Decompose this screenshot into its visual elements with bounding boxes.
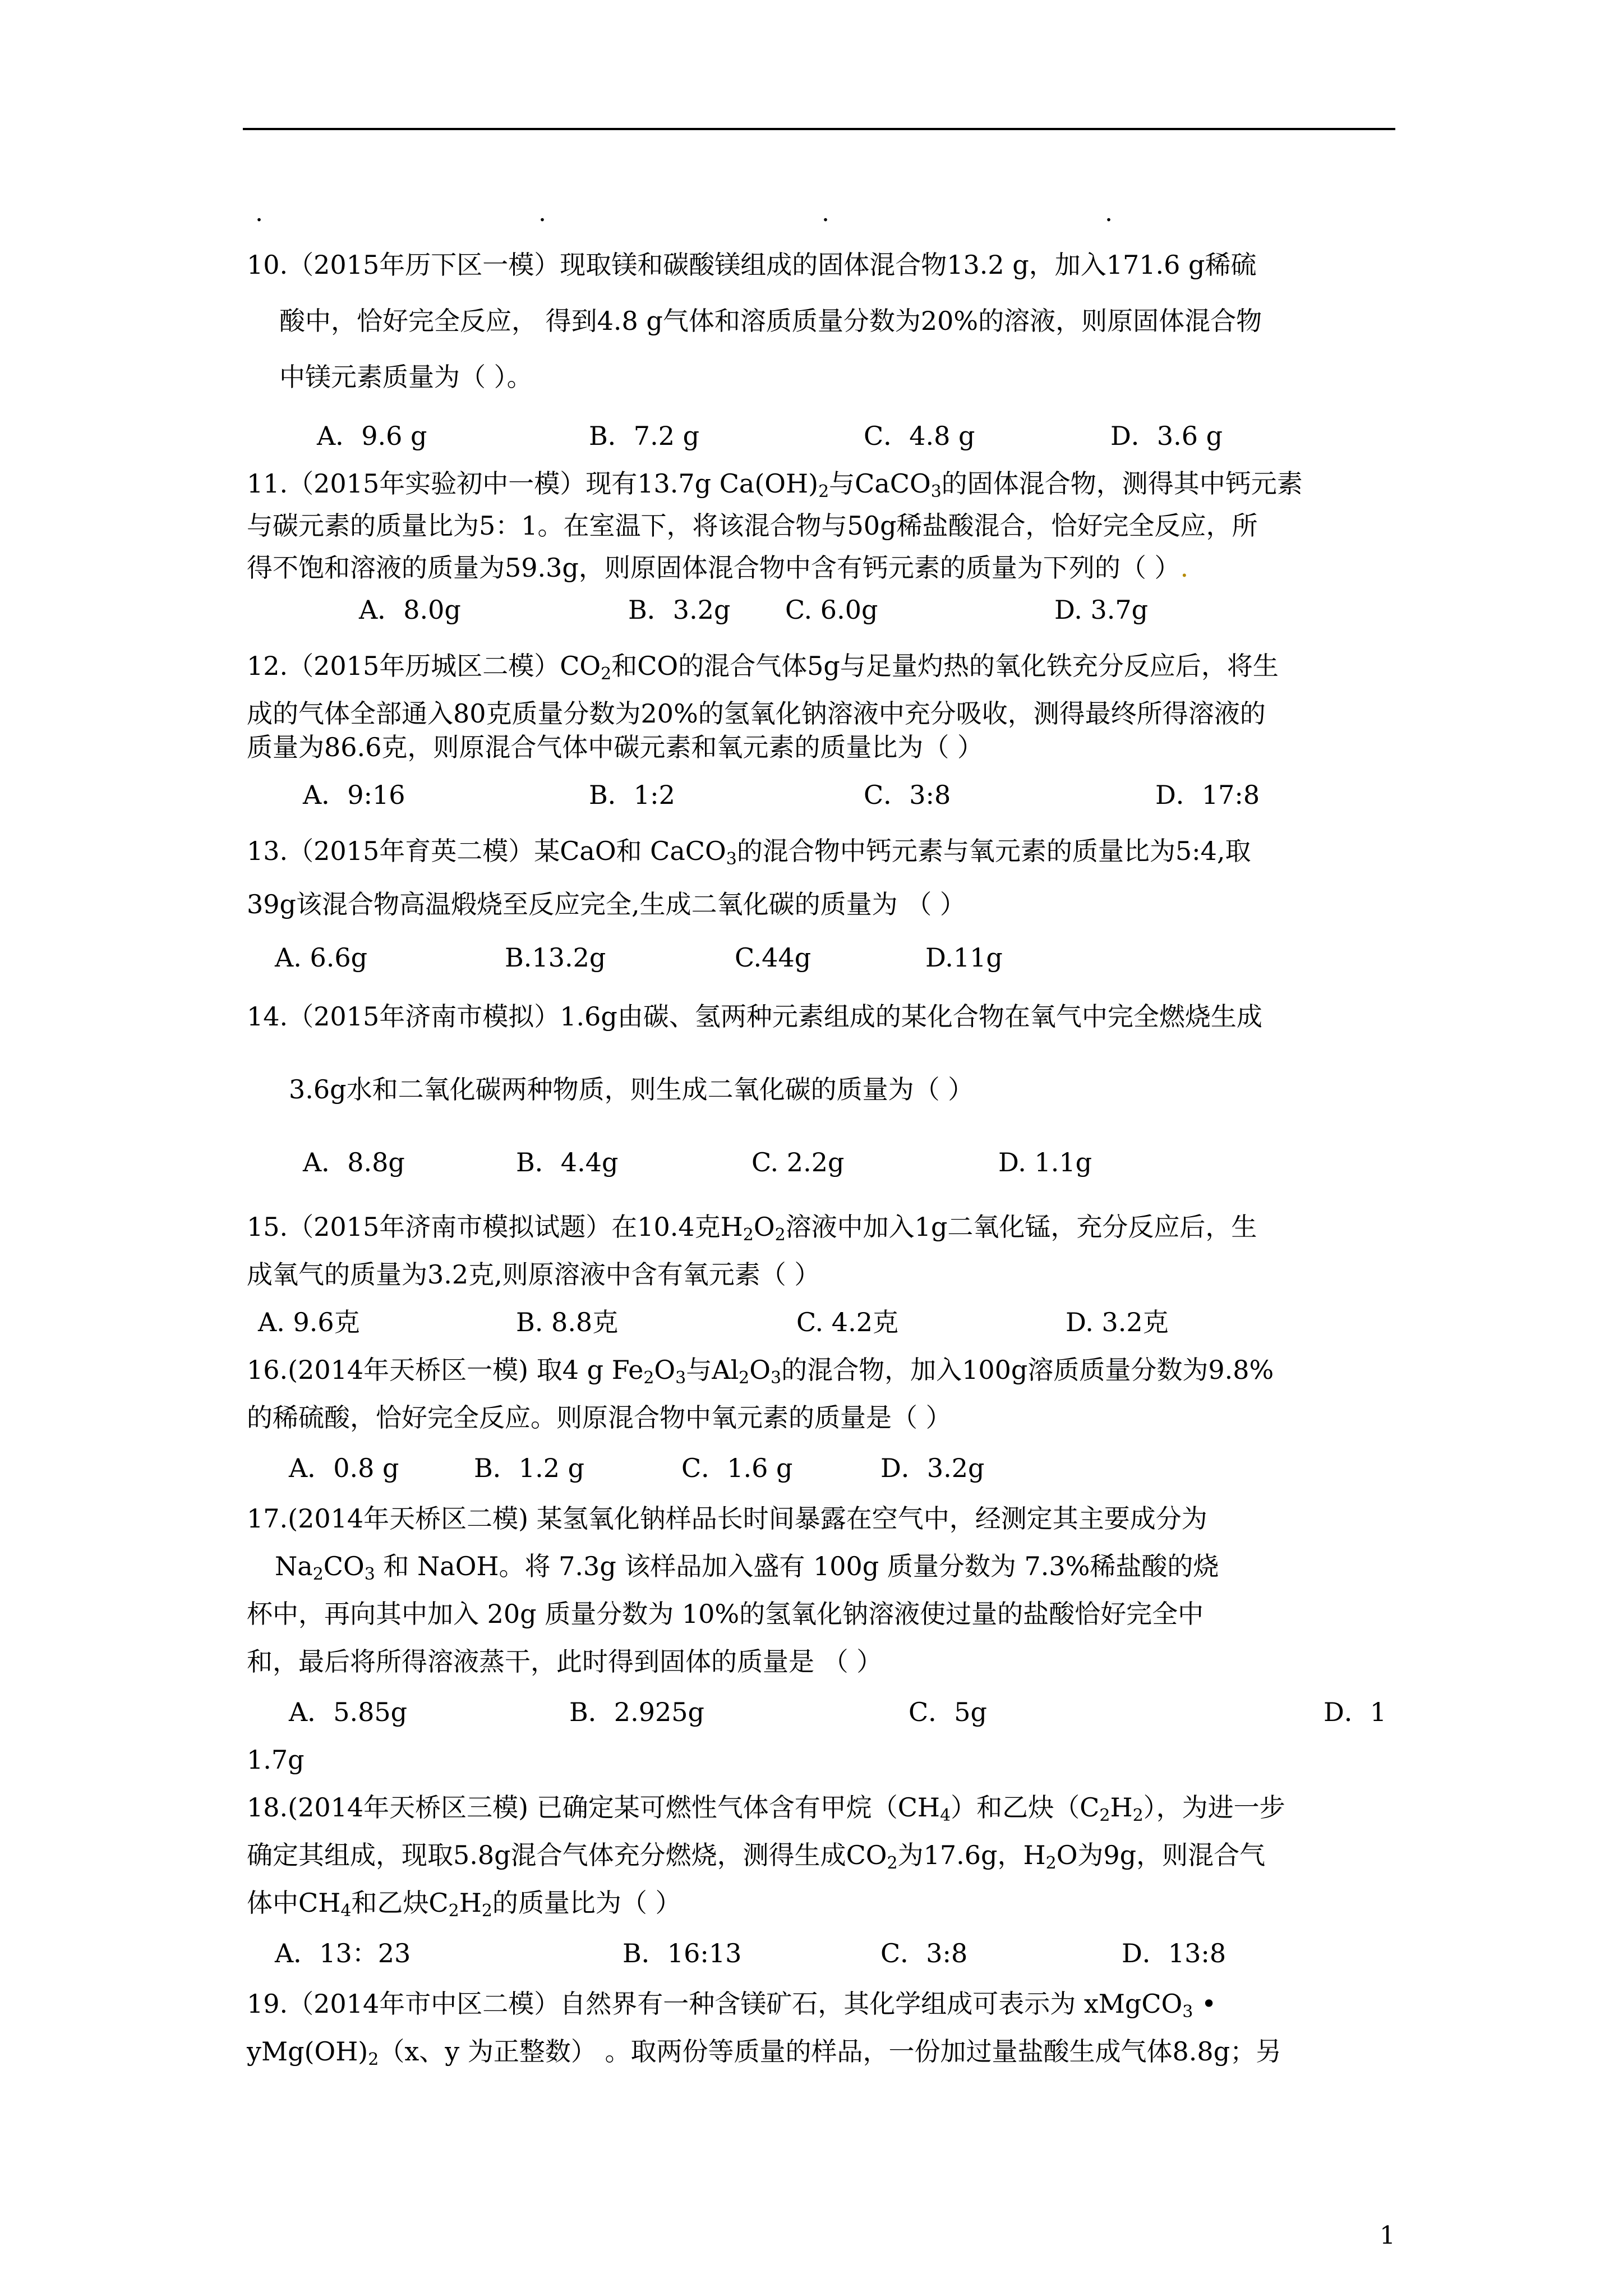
option-b: B．7.2 g bbox=[589, 421, 700, 451]
option-b: B．2.925g bbox=[569, 1697, 704, 1727]
dot-marker: . bbox=[538, 199, 546, 227]
option-c: C. 2.2g bbox=[751, 1147, 845, 1177]
option-d: D. 1.1g bbox=[998, 1147, 1092, 1177]
option-a: A．9:16 bbox=[303, 780, 405, 810]
question-text: 19.（2014年市中区二模）自然界有一种含镁矿石，其化学组成可表示为 xMgCO$_3$ • bbox=[247, 1989, 1217, 2022]
option-a: A．8.8g bbox=[303, 1147, 405, 1177]
option-d-continued: 1.7g bbox=[247, 1745, 305, 1775]
question-text: 体中$CH_4$和乙炔$C_2H_2$的质量比为（ ） bbox=[247, 1888, 681, 1921]
option-d: D．13:8 bbox=[1122, 1938, 1227, 1968]
option-d: D．3.6 g bbox=[1110, 421, 1223, 451]
question-text: 15.（2015年济南市模拟试题）在10.4克$H_2O_2$溶液中加入1g二氧化锰，充分反应后，生 bbox=[247, 1212, 1257, 1245]
question-text: 杯中，再向其中加入 20g 质量分数为 10%的氢氧化钠溶液使过量的盐酸恰好完全中 bbox=[247, 1599, 1204, 1629]
dot-marker: . bbox=[1105, 199, 1113, 227]
question-text: 17.(2014年天桥区二模) 某氢氧化钠样品长时间暴露在空气中，经测定其主要成分为 bbox=[247, 1503, 1207, 1534]
question-text: 14.（2015年济南市模拟）1.6g由碳、氢两种元素组成的某化合物在氧气中完全燃烧生成 bbox=[247, 1001, 1262, 1032]
option-b: B．3.2g bbox=[628, 595, 731, 625]
option-c: C. 4.2克 bbox=[796, 1307, 898, 1337]
mark: . bbox=[1180, 553, 1189, 583]
option-a: A．9.6 g bbox=[317, 421, 427, 451]
question-text: 13.（2015年育英二模）某CaO和 CaCO$_3$的混合物中钙元素与氧元素的质量比为5:4,取 bbox=[247, 836, 1251, 869]
question-text: 12.（2015年历城区二模）$CO_2$和CO的混合气体5g与足量灼热的氧化铁充分反应后，将生 bbox=[247, 651, 1279, 684]
question-text: 39g该混合物高温煅烧至反应完全,生成二氧化碳的质量为 （ ） bbox=[247, 889, 966, 919]
option-a: A. 9.6克 bbox=[258, 1307, 360, 1337]
option-d: D. 3.7g bbox=[1054, 595, 1149, 625]
dot-marker: . bbox=[255, 199, 263, 227]
question-text: 确定其组成，现取5.8g混合气体充分燃烧，测得生成$CO_2$为17.6g，$H_2O$为9g，则混合气 bbox=[247, 1840, 1266, 1873]
option-d: D．3.2g bbox=[880, 1453, 985, 1483]
question-text: 成氧气的质量为3.2克,则原溶液中含有氧元素（ ） bbox=[247, 1259, 820, 1290]
question-text: $Na_2CO_3$ 和 NaOH。将 7.3g 该样品加入盛有 100g 质量分数为 7.3%稀盐酸的烧 bbox=[275, 1551, 1219, 1584]
question-text: 和，最后将所得溶液蒸干，此时得到固体的质量是 （ ） bbox=[247, 1646, 883, 1677]
question-text: 成的气体全部通入80克质量分数为20%的氢氧化钠溶液中充分吸收，测得最终所得溶液的 bbox=[247, 698, 1266, 729]
option-a: A．13：23 bbox=[275, 1938, 411, 1968]
option-d: D．1 bbox=[1324, 1697, 1387, 1727]
option-c: C.44g bbox=[735, 942, 811, 973]
option-b: B．4.4g bbox=[516, 1147, 619, 1177]
option-b: B. 8.8克 bbox=[516, 1307, 619, 1337]
question-text: 16.(2014年天桥区一模) 取4 g $Fe_2O_3$与$Al_2O_3$的混合物，加入100g溶质质量分数为9.8% bbox=[247, 1355, 1274, 1388]
option-c: C．4.8 g bbox=[864, 421, 975, 451]
header-rule bbox=[243, 128, 1395, 130]
option-c: C．1.6 g bbox=[681, 1453, 793, 1483]
option-a: A．0.8 g bbox=[289, 1453, 399, 1483]
question-text: 得不饱和溶液的质量为59.3g，则原固体混合物中含有钙元素的质量为下列的（ ）. bbox=[247, 553, 1189, 583]
question-text: 质量为86.6克，则原混合气体中碳元素和氧元素的质量比为（ ） bbox=[247, 732, 984, 762]
option-c: C. 6.0g bbox=[785, 595, 878, 625]
option-a: A．5.85g bbox=[289, 1697, 408, 1727]
option-c: C．5g bbox=[909, 1697, 987, 1727]
question-text: 的稀硫酸，恰好完全反应。则原混合物中氧元素的质量是（ ） bbox=[247, 1402, 952, 1433]
question-text: 中镁元素质量为（ ）。 bbox=[279, 362, 533, 392]
option-c: C．3:8 bbox=[880, 1938, 968, 1968]
question-text: 与碳元素的质量比为5：1。在室温下，将该混合物与50g稀盐酸混合，恰好完全反应，所 bbox=[247, 510, 1258, 541]
option-a: A．8.0g bbox=[359, 595, 461, 625]
dot-marker: . bbox=[822, 199, 829, 227]
option-b: B．16:13 bbox=[623, 1938, 742, 1968]
option-b: B．1.2 g bbox=[474, 1453, 585, 1483]
option-d: D. 3.2克 bbox=[1066, 1307, 1169, 1337]
option-b: B.13.2g bbox=[505, 942, 606, 973]
option-c: C．3:8 bbox=[864, 780, 951, 810]
page-number: 1 bbox=[1380, 2221, 1395, 2250]
question-text: $yMg(OH)_2(x$、y 为正整数） 。取两份等质量的样品，一份加过量盐酸生成气体8.8g；另 bbox=[247, 2036, 1282, 2069]
question-text: 11.（2015年实验初中一模）现有13.7g $Ca(OH)_2$与CaCO$_3$的固体混合物，测得其中钙元素 bbox=[247, 468, 1303, 501]
question-text: 酸中，恰好完全反应， 得到4.8 g气体和溶质质量分数为20%的溶液，则原固体混合物 bbox=[279, 306, 1262, 336]
question-text: 10.（2015年历下区一模）现取镁和碳酸镁组成的固体混合物13.2 g，加入171.6 g稀硫 bbox=[247, 250, 1257, 280]
option-b: B．1:2 bbox=[589, 780, 675, 810]
option-d: D.11g bbox=[925, 942, 1003, 973]
option-d: D．17:8 bbox=[1155, 780, 1260, 810]
question-text: 3.6g水和二氧化碳两种物质，则生成二氧化碳的质量为（ ） bbox=[289, 1074, 974, 1105]
question-text: 18.(2014年天桥区三模) 已确定某可燃性气体含有甲烷$(CH_4)$和乙炔$(C_2H_2)$，为进一步 bbox=[247, 1792, 1285, 1825]
option-a: A. 6.6g bbox=[275, 942, 368, 973]
